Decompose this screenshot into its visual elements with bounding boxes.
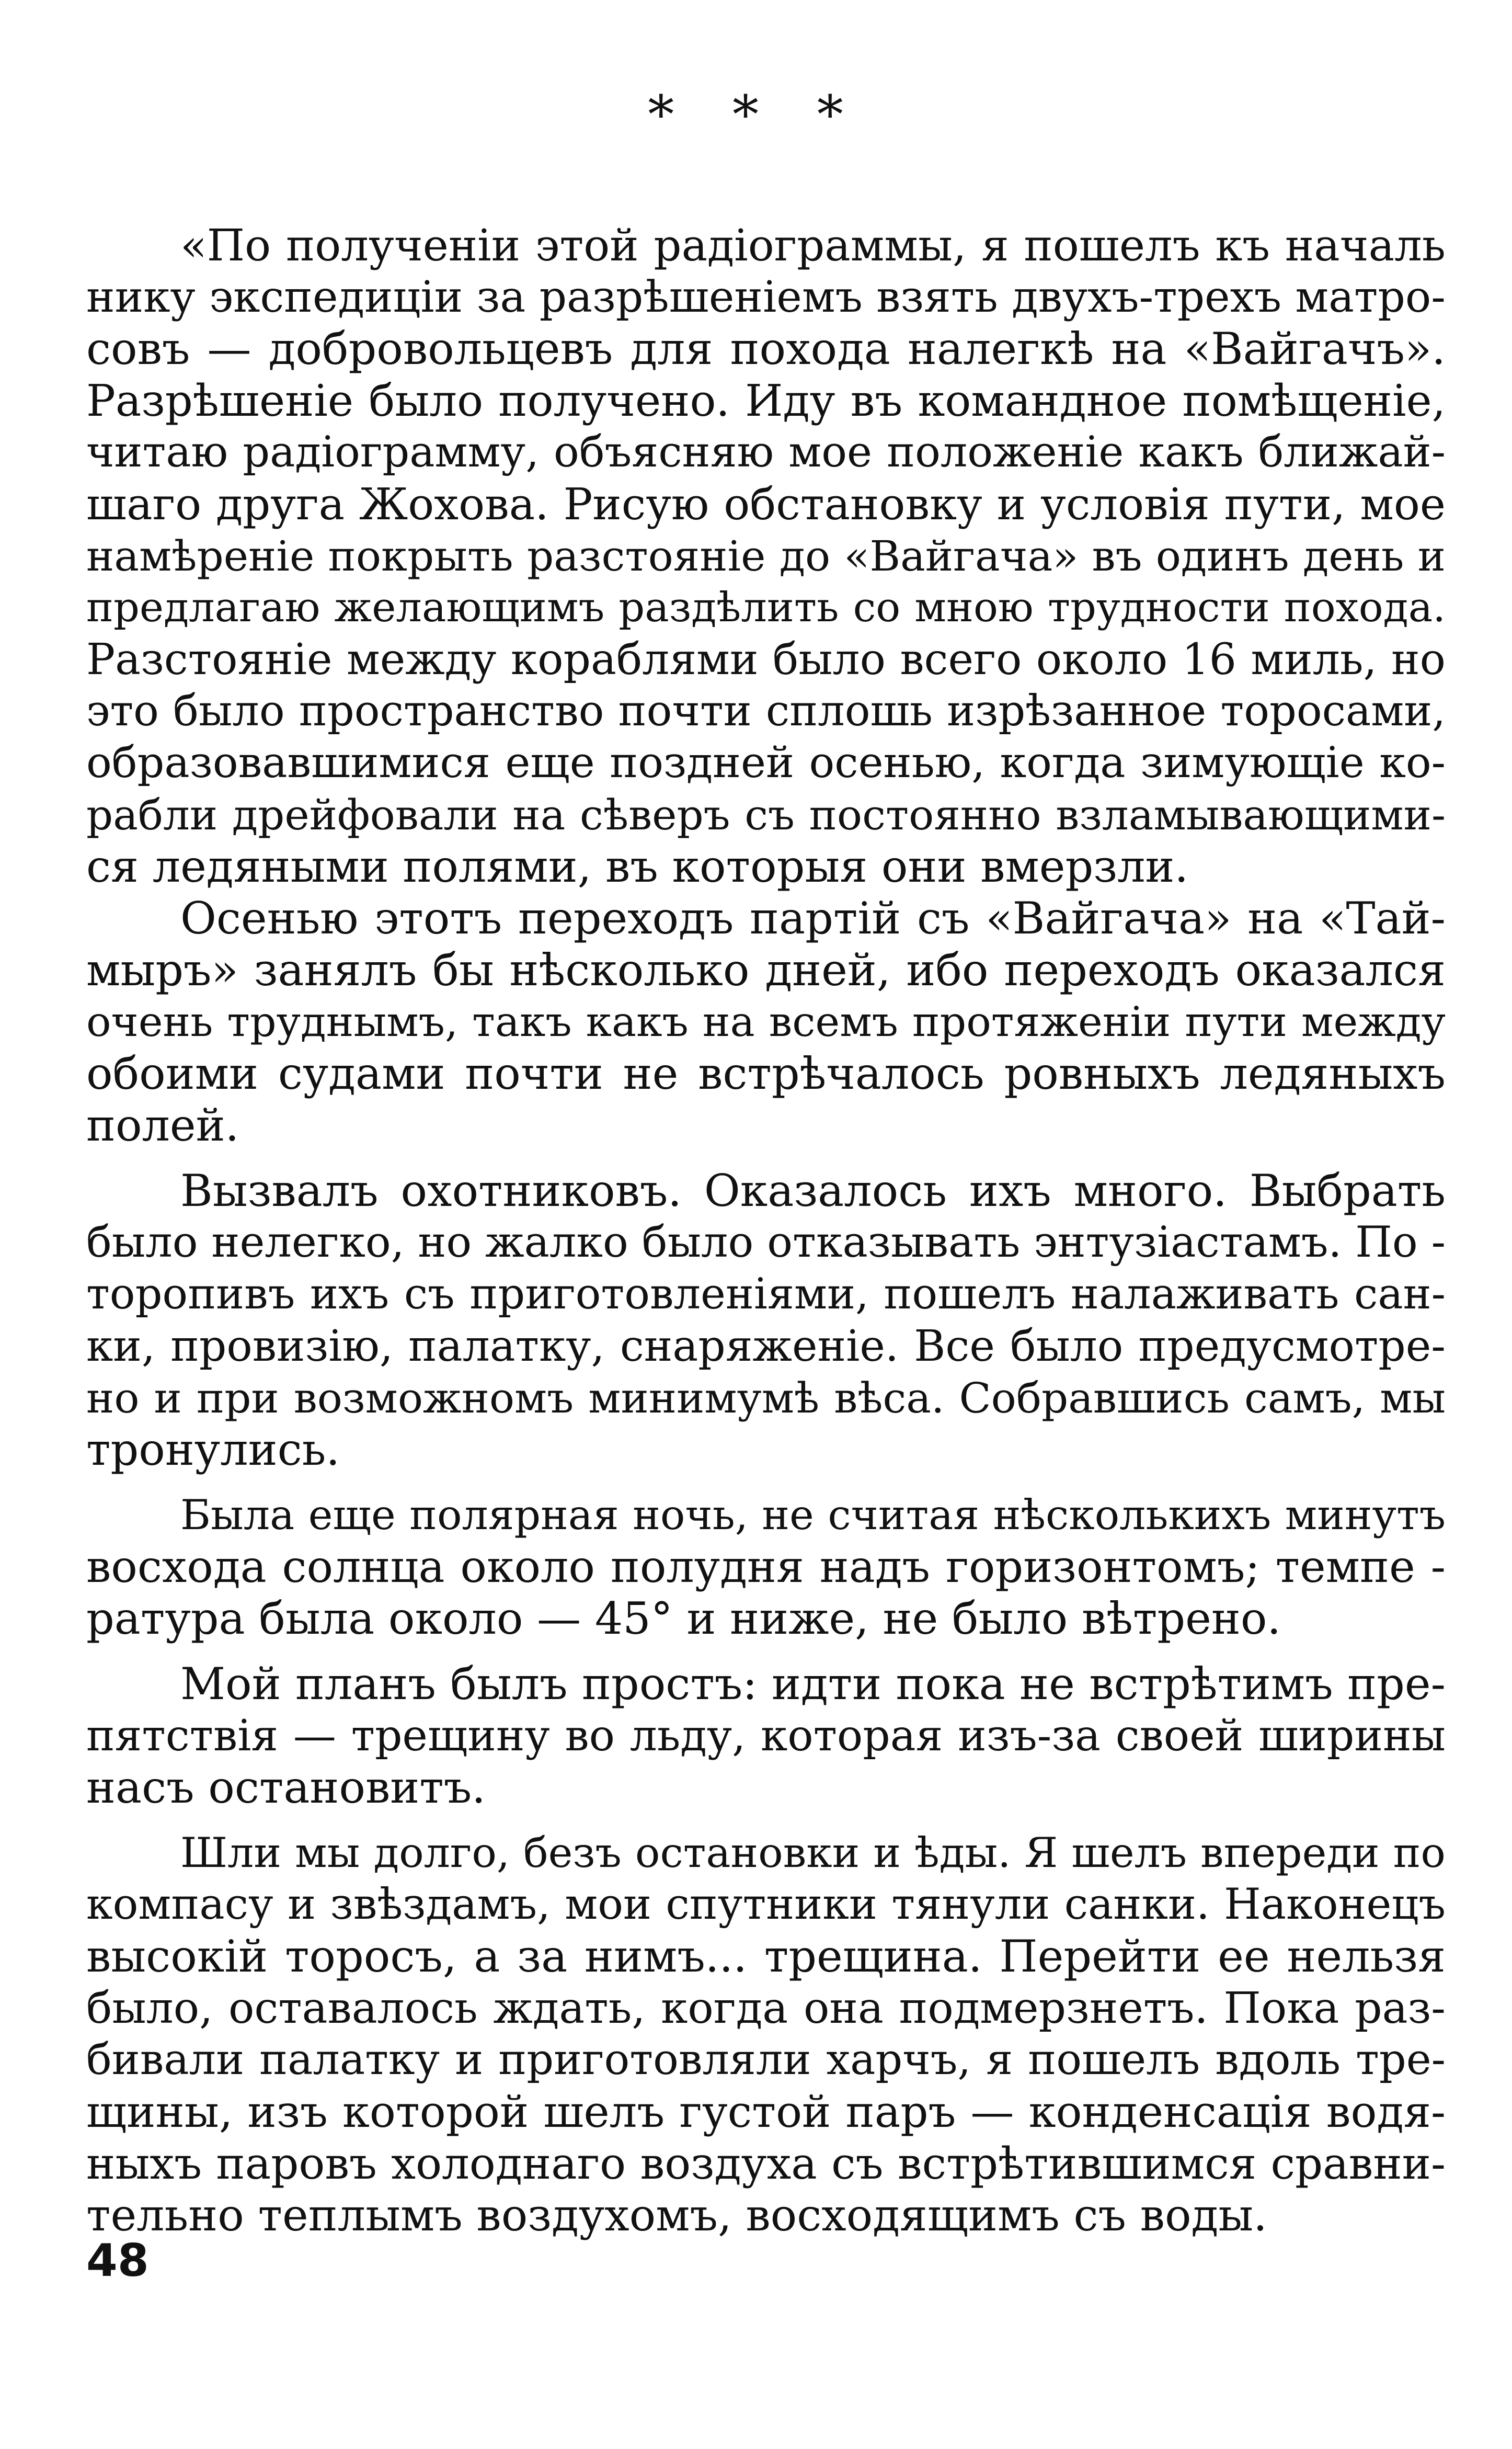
text-line: Была еще полярная ночь, не считая нѣсколькихъ минутъ bbox=[180, 1491, 1446, 1539]
text-line: образовавшимися еще поздней осенью, когда зимующіе ко- bbox=[86, 738, 1446, 788]
text-line: было, оставалось ждать, когда она подмерзнетъ. Пока раз- bbox=[86, 1984, 1446, 2033]
paragraph-gap bbox=[86, 1814, 1446, 1827]
text-line: бивали палатку и приготовляли харчъ, я пошелъ вдоль тре- bbox=[86, 2035, 1446, 2085]
text-line: совъ — добровольцевъ для похода налегкѣ на «Вайгачъ». bbox=[86, 323, 1446, 374]
text-line: тельно теплымъ воздухомъ, восходящимъ съ воды. bbox=[86, 2190, 1267, 2241]
text-line: ныхъ паровъ холоднаго воздуха съ встрѣтившимся сравни- bbox=[86, 2138, 1446, 2189]
text-line: читаю радіограмму, объясняю мое положеніе какъ ближай- bbox=[86, 428, 1446, 477]
text-line: тронулись. bbox=[86, 1424, 340, 1475]
text-line: Разрѣшеніе было получено. Иду въ командное помѣщеніе, bbox=[86, 375, 1446, 426]
text-line: высокій торосъ, а за нимъ... трещина. Перейти ее нельзя bbox=[86, 1931, 1446, 1982]
text-line: торопивъ ихъ съ приготовленіями, пошелъ налаживать сан- bbox=[86, 1270, 1446, 1319]
text-line: обоими судами почти не встрѣчалось ровныхъ ледяныхъ bbox=[86, 1048, 1446, 1099]
text-line: щины, изъ которой шелъ густой паръ — конденсація водя- bbox=[86, 2087, 1446, 2137]
text-line: было нелегко, но жалко было отказывать энтузіастамъ. По - bbox=[86, 1218, 1446, 1267]
body-text bbox=[86, 220, 1446, 2241]
paragraph bbox=[86, 220, 1446, 893]
text-line: предлагаю желающимъ раздѣлить со мною трудности похода. bbox=[86, 584, 1446, 631]
paragraph bbox=[86, 1827, 1446, 2241]
text-line: полей. bbox=[86, 1100, 239, 1151]
paragraph-gap bbox=[86, 1645, 1446, 1658]
paragraph bbox=[86, 893, 1446, 1152]
text-line: Мой планъ былъ простъ: идти пока не встрѣтимъ пре- bbox=[180, 1658, 1446, 1710]
text-line: мыръ» занялъ бы нѣсколько дней, ибо переходъ оказался bbox=[86, 944, 1446, 996]
page-number: 48 bbox=[86, 2235, 149, 2287]
text-line: очень труднымъ, такъ какъ на всемъ протяженіи пути между bbox=[86, 998, 1446, 1046]
paragraph bbox=[86, 1658, 1446, 1814]
text-line: «По полученіи этой радіограммы, я пошелъ къ началь bbox=[180, 220, 1446, 271]
text-line: нику экспедиціи за разрѣшеніемъ взять двухъ-трехъ матро- bbox=[86, 272, 1446, 322]
section-separator: * * * bbox=[648, 84, 864, 145]
text-line: пятствія — трещину во льду, которая изъ-за своей ширины bbox=[86, 1711, 1446, 1761]
paragraph bbox=[86, 1489, 1446, 1645]
text-line: ки, провизію, палатку, снаряженіе. Все было предусмотре- bbox=[86, 1322, 1446, 1371]
paragraph-gap bbox=[86, 1152, 1446, 1165]
text-line: но и при возможномъ минимумѣ вѣса. Собравшись самъ, мы bbox=[86, 1374, 1446, 1422]
text-line: насъ остановитъ. bbox=[86, 1762, 486, 1813]
text-line: компасу и звѣздамъ, мои спутники тянули санки. Наконецъ bbox=[86, 1880, 1446, 1929]
text-line: Вызвалъ охотниковъ. Оказалось ихъ много. Выбрать bbox=[180, 1165, 1446, 1216]
text-line: ся ледяными полями, въ которыя они вмерзли. bbox=[86, 841, 1189, 892]
text-line: ратура была около — 45° и ниже, не было вѣтрено. bbox=[86, 1593, 1281, 1644]
text-line: рабли дрейфовали на сѣверъ съ постоянно взламывающими- bbox=[86, 791, 1446, 839]
text-line: намѣреніе покрыть разстояніе до «Вайгача» въ одинъ день и bbox=[86, 532, 1446, 580]
paragraph-gap bbox=[86, 1476, 1446, 1489]
text-line: восхода солнца около полудня надъ горизонтомъ; темпе - bbox=[86, 1541, 1446, 1592]
text-line: Разстояніе между кораблями было всего около 16 миль, но bbox=[86, 635, 1446, 685]
paragraph bbox=[86, 1165, 1446, 1476]
text-line: Осенью этотъ переходъ партій съ «Вайгача» на «Тай- bbox=[180, 893, 1446, 944]
text-line: Шли мы долго, безъ остановки и ѣды. Я шелъ впереди по bbox=[180, 1829, 1446, 1877]
text-line: это было пространство почти сплошь изрѣзанное торосами, bbox=[86, 687, 1446, 736]
text-line: шаго друга Жохова. Рисую обстановку и условія пути, мое bbox=[86, 479, 1446, 530]
